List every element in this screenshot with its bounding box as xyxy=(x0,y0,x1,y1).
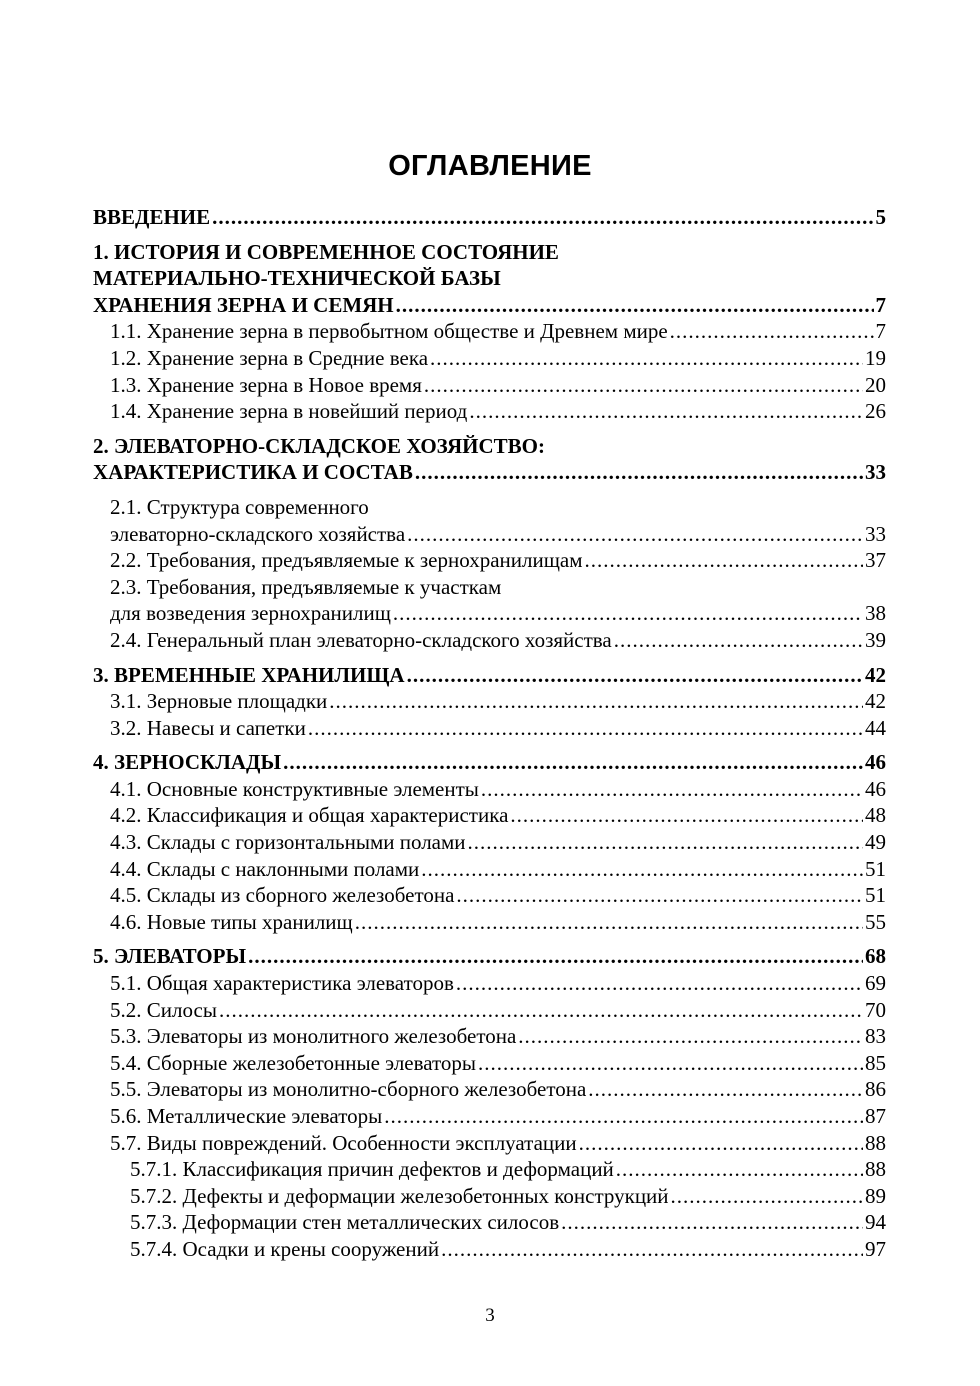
toc-entry-title: ХРАНЕНИЯ ЗЕРНА И СЕМЯН xyxy=(93,292,394,317)
toc-entry-title: 5.7. Виды повреждений. Особенности эксплуатации xyxy=(110,1130,577,1155)
toc-entry-title: 5.2. Силосы xyxy=(110,997,217,1022)
toc-entry-page: 51 xyxy=(865,883,886,908)
toc-entry-page: 86 xyxy=(865,1077,886,1102)
toc-leader xyxy=(396,292,874,319)
toc-leader xyxy=(579,1130,863,1157)
toc-entry[interactable] xyxy=(93,1236,886,1263)
toc-leader xyxy=(468,829,863,856)
toc-leader xyxy=(212,204,873,231)
toc-entry[interactable] xyxy=(93,521,886,548)
toc-leader xyxy=(283,749,863,776)
toc-entry[interactable] xyxy=(93,547,886,574)
toc-entry[interactable] xyxy=(93,345,886,372)
toc-entry[interactable] xyxy=(93,856,886,883)
toc-entry-title: 5.7.4. Осадки и крены сооружений xyxy=(130,1236,440,1261)
toc-entry-continued[interactable] xyxy=(93,433,886,460)
toc-entry-title: 5. ЭЛЕВАТОРЫ xyxy=(93,944,247,969)
toc-entry-page: 7 xyxy=(875,319,886,344)
toc-entry-page: 38 xyxy=(865,601,886,626)
toc-leader xyxy=(469,398,863,425)
toc-entry[interactable] xyxy=(93,1130,886,1157)
toc-entry-title: 4.2. Классификация и общая характеристика xyxy=(110,803,509,828)
toc-leader xyxy=(393,600,863,627)
toc-entry[interactable] xyxy=(93,749,886,776)
toc-leader xyxy=(424,372,863,399)
toc-leader xyxy=(671,1183,863,1210)
toc-entry-page: 20 xyxy=(865,372,886,397)
toc-entry-title: 2.2. Требования, предъявляемые к зернохранилищам xyxy=(110,548,583,573)
toc-entry-page: 55 xyxy=(865,909,886,934)
toc-entry-title: для возведения зернохранилищ xyxy=(110,601,391,626)
toc-entry-title: 4.6. Новые типы хранилищ xyxy=(110,909,353,934)
toc-entry[interactable] xyxy=(93,398,886,425)
toc-entry-title: ВВЕДЕНИЕ xyxy=(93,205,211,229)
toc-entry-title: элеваторно-складского хозяйства xyxy=(110,521,406,546)
toc-entry-page: 49 xyxy=(865,830,886,855)
toc-entry[interactable] xyxy=(93,318,886,345)
toc-entry-title: 5.3. Элеваторы из монолитного железобетона xyxy=(110,1024,517,1049)
toc-leader xyxy=(478,1050,863,1077)
toc-entry-title: 5.7.2. Дефекты и деформации железобетонных конструкций xyxy=(130,1183,669,1208)
toc-entry[interactable] xyxy=(93,1209,886,1236)
toc-leader xyxy=(670,318,874,345)
toc-entry-title: 5.7.1. Классификация причин дефектов и деформаций xyxy=(130,1157,614,1182)
toc-entry-page: 94 xyxy=(865,1210,886,1235)
toc-entry[interactable] xyxy=(93,997,886,1024)
toc-entry-page: 70 xyxy=(865,997,886,1022)
toc-entry[interactable] xyxy=(93,715,886,742)
toc-leader xyxy=(407,662,863,689)
toc-entry[interactable] xyxy=(93,909,886,936)
toc-entry-title: 1.3. Хранение зерна в Новое время xyxy=(110,372,422,397)
toc-entry-title: МАТЕРИАЛЬНО-ТЕХНИЧЕСКОЙ БАЗЫ xyxy=(93,266,501,291)
toc-leader xyxy=(441,1236,863,1263)
toc-entry[interactable] xyxy=(93,1023,886,1050)
toc-leader xyxy=(481,776,863,803)
toc-entry-page: 37 xyxy=(865,548,886,573)
toc-entry-title: ХАРАКТЕРИСТИКА И СОСТАВ xyxy=(93,460,413,485)
toc-entry[interactable] xyxy=(93,292,886,319)
toc-entry-title: 1.1. Хранение зерна в первобытном обществе и Древнем мире xyxy=(110,319,668,344)
toc-entry[interactable] xyxy=(93,627,886,654)
toc-leader xyxy=(355,909,863,936)
toc-entry-title: 5.1. Общая характеристика элеваторов xyxy=(110,971,454,996)
toc-entry-page: 88 xyxy=(865,1157,886,1182)
toc-entry-continued[interactable] xyxy=(93,494,886,521)
toc-entry[interactable] xyxy=(93,372,886,399)
toc-entry[interactable] xyxy=(93,1050,886,1077)
page-title: ОГЛАВЛЕНИЕ xyxy=(388,150,592,182)
toc-entry-title: 4.4. Склады с наклонными полами xyxy=(110,856,420,881)
toc-entry-title: 5.6. Металлические элеваторы xyxy=(110,1104,383,1128)
toc-leader xyxy=(421,856,863,883)
toc-entry-page: 85 xyxy=(865,1050,886,1075)
toc-entry-page: 33 xyxy=(865,460,886,485)
toc-entry[interactable] xyxy=(93,600,886,627)
table-of-contents xyxy=(93,204,886,1263)
toc-entry-continued[interactable] xyxy=(93,239,886,266)
toc-entry-page: 51 xyxy=(865,856,886,881)
toc-entry-title: 2.3. Требования, предъявляемые к участкам xyxy=(110,574,502,599)
toc-entry-title: 5.4. Сборные железобетонные элеваторы xyxy=(110,1050,477,1075)
toc-entry[interactable] xyxy=(93,970,886,997)
toc-entry-title: 4.1. Основные конструктивные элементы xyxy=(110,776,479,801)
toc-entry-page: 69 xyxy=(865,971,886,996)
toc-leader xyxy=(616,1156,863,1183)
toc-leader xyxy=(456,970,863,997)
toc-entry-title: 3. ВРЕМЕННЫЕ ХРАНИЛИЩА xyxy=(93,662,405,687)
toc-leader xyxy=(614,627,863,654)
toc-leader xyxy=(430,345,863,372)
toc-entry-title: 3.1. Зерновые площадки xyxy=(110,689,328,714)
toc-entry[interactable] xyxy=(93,688,886,715)
toc-leader xyxy=(510,802,863,829)
toc-entry-page: 83 xyxy=(865,1024,886,1049)
toc-entry[interactable] xyxy=(93,802,886,829)
toc-entry-title: 2.4. Генеральный план элеваторно-складского хозяйства xyxy=(110,627,612,652)
toc-entry-title: 4. ЗЕРНОСКЛАДЫ xyxy=(93,750,282,775)
toc-entry-title: 5.7.3. Деформации стен металлических силосов xyxy=(130,1210,560,1235)
toc-entry-page: 19 xyxy=(865,345,886,370)
toc-entry-page: 87 xyxy=(865,1104,886,1128)
toc-entry-page: 42 xyxy=(865,689,886,714)
toc-entry-page: 89 xyxy=(865,1183,886,1208)
toc-entry-title: 2.1. Структура современного xyxy=(110,494,369,519)
toc-entry-page: 97 xyxy=(865,1236,886,1261)
toc-entry-page: 33 xyxy=(865,521,886,546)
toc-entry[interactable] xyxy=(93,459,886,486)
toc-leader xyxy=(415,459,863,486)
toc-entry[interactable] xyxy=(93,662,886,689)
toc-entry-title: 3.2. Навесы и сапетки xyxy=(110,715,306,740)
toc-entry-page: 26 xyxy=(865,399,886,424)
toc-leader xyxy=(588,1076,863,1103)
toc-entry-title: 4.3. Склады с горизонтальными полами xyxy=(110,830,466,855)
toc-entry[interactable] xyxy=(93,204,886,231)
toc-leader xyxy=(456,882,863,909)
toc-leader xyxy=(329,688,863,715)
toc-entry-page: 46 xyxy=(865,776,886,801)
toc-entry[interactable] xyxy=(93,1103,886,1130)
toc-entry-page: 44 xyxy=(865,715,886,740)
toc-leader xyxy=(384,1103,863,1130)
toc-entry-page: 46 xyxy=(865,750,886,775)
toc-entry[interactable] xyxy=(93,1183,886,1210)
toc-entry-title: 2. ЭЛЕВАТОРНО-СКЛАДСКОЕ ХОЗЯЙСТВО: xyxy=(93,433,545,458)
toc-leader xyxy=(407,521,863,548)
toc-entry-title: 1. ИСТОРИЯ И СОВРЕМЕННОЕ СОСТОЯНИЕ xyxy=(93,239,559,264)
toc-entry[interactable] xyxy=(93,1076,886,1103)
toc-entry[interactable] xyxy=(93,1156,886,1183)
toc-entry-page: 7 xyxy=(875,292,886,317)
toc-entry-continued[interactable] xyxy=(93,574,886,601)
toc-entry-title: 1.4. Хранение зерна в новейший период xyxy=(110,399,468,424)
toc-leader xyxy=(219,997,863,1024)
toc-leader xyxy=(585,547,863,574)
toc-entry-title: 5.5. Элеваторы из монолитно-сборного железобетона xyxy=(110,1077,587,1102)
toc-leader xyxy=(561,1209,863,1236)
toc-entry[interactable] xyxy=(93,882,886,909)
toc-entry-page: 48 xyxy=(865,803,886,828)
toc-entry-title: 4.5. Склады из сборного железобетона xyxy=(110,883,455,908)
toc-entry[interactable] xyxy=(93,829,886,856)
toc-entry-page: 39 xyxy=(865,627,886,652)
toc-entry-page: 68 xyxy=(865,944,886,969)
toc-leader xyxy=(248,943,863,970)
toc-entry-page: 5 xyxy=(875,205,886,229)
toc-entry-page: 42 xyxy=(865,662,886,687)
toc-entry-continued[interactable] xyxy=(93,265,886,292)
toc-leader xyxy=(308,715,863,742)
toc-entry[interactable] xyxy=(93,943,886,970)
toc-entry-page: 88 xyxy=(865,1130,886,1155)
toc-leader xyxy=(518,1023,863,1050)
toc-entry-title: 1.2. Хранение зерна в Средние века xyxy=(110,345,429,370)
page-number: 3 xyxy=(485,1305,495,1326)
toc-entry[interactable] xyxy=(93,776,886,803)
